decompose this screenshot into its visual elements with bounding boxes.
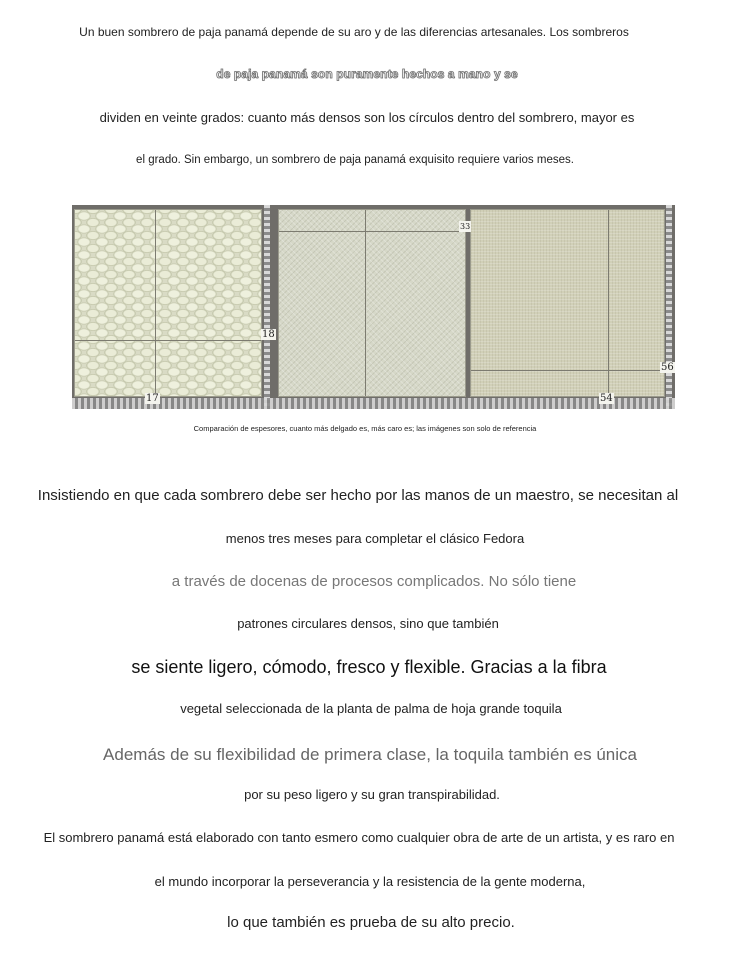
measure-label: 33 <box>460 222 471 231</box>
body-line-3: a través de docenas de procesos complicados. No sólo tiene <box>171 573 577 590</box>
body-line-6: vegetal seleccionada de la planta de palma de hoja grande toquila <box>180 701 562 716</box>
measure-label: 56 <box>661 362 674 373</box>
intro-line-3: dividen en veinte grados: cuanto más densos son los círculos dentro del sombrero, mayor es <box>99 110 635 125</box>
ruler-horizontal <box>72 398 675 409</box>
swatch-fine-weave <box>470 209 665 397</box>
swatch-coarse-weave <box>74 209 262 397</box>
body-line-2: menos tres meses para completar el clásico Fedora <box>225 531 525 546</box>
swatch-medium-weave <box>278 209 466 397</box>
body-line-8: por su peso ligero y su gran transpirabilidad. <box>244 787 500 802</box>
ruler-vertical-right <box>666 205 672 409</box>
body-line-1: Insistiendo en que cada sombrero debe ser hecho por las manos de un maestro, se necesitan al <box>37 487 679 504</box>
body-line-7: Además de su flexibilidad de primera clase, la toquila también es única <box>103 745 637 764</box>
body-line-11: lo que también es prueba de su alto precio. <box>227 914 515 931</box>
ruler-vertical <box>264 205 270 409</box>
measure-label: 54 <box>600 393 613 404</box>
figure-caption: Comparación de espesores, cuanto más delgado es, más caro es; las imágenes son solo de referencia <box>193 424 537 433</box>
intro-line-2-highlighted: de paja panamá son puramente hechos a mano y se <box>216 67 518 81</box>
body-line-9: El sombrero panamá está elaborado con tanto esmero como cualquier obra de arte de un artista, y es raro en <box>43 830 675 845</box>
intro-line-1: Un buen sombrero de paja panamá depende de su aro y de las diferencias artesanales. Los sombreros <box>79 25 629 39</box>
straw-weave-comparison-image <box>72 205 675 409</box>
intro-line-4: el grado. Sin embargo, un sombrero de paja panamá exquisito requiere varios meses. <box>136 154 574 166</box>
body-line-10: el mundo incorporar la perseverancia y la resistencia de la gente moderna, <box>154 874 586 889</box>
body-line-5: se siente ligero, cómodo, fresco y flexible. Gracias a la fibra <box>131 657 607 677</box>
measure-label: 17 <box>146 393 159 404</box>
measure-label: 18 <box>262 329 275 340</box>
body-line-4: patrones circulares densos, sino que también <box>237 616 499 631</box>
